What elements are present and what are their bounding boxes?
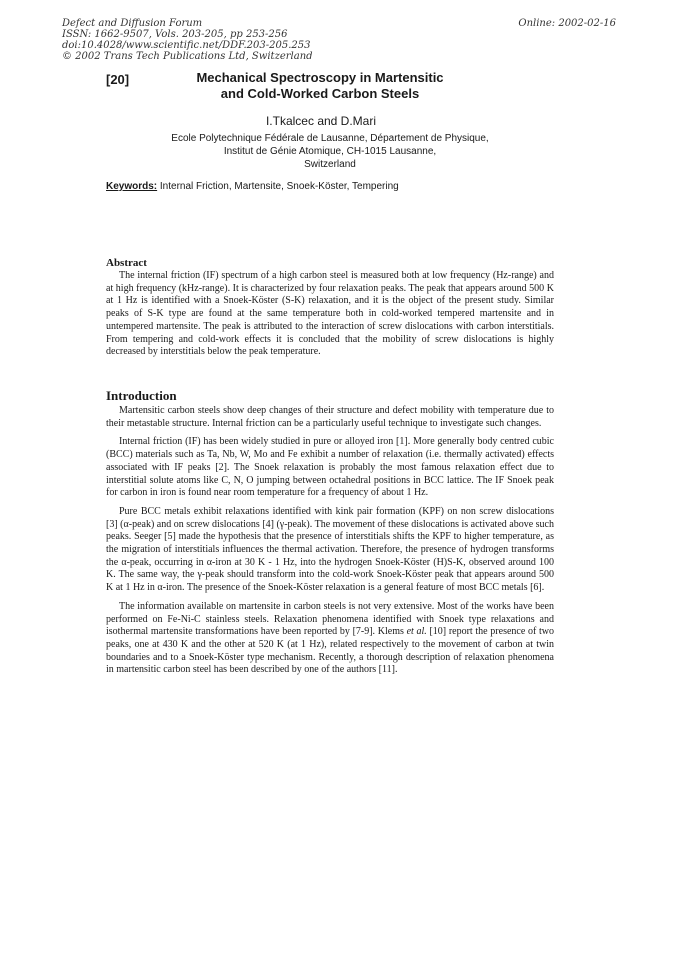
journal-citation — [62, 18, 313, 62]
abstract-heading: Abstract — [106, 257, 147, 269]
intro-paragraph-3: Pure BCC metals exhibit relaxations identified with kink pair formation (KPF) on non screw dislocations [3] (α-peak) and on screw dislocations [4] (γ-peak). The movement of these dislocations is activated above such peaks. Seeger [5] made the hypothesis that the presence of interstitials shifts the KPF to higher temperature, as the migration of interstitials influences the thermal activation. Therefore, the presence of hydrogen transforms the α-peak, occurring in α-iron at 30 K - 1 Hz, into the hydrogen Snoek-Köster (H)S-K, observed around 100 K. The same way, the γ-peak should transform into the cold-work Snoek-Köster peak that appears around 500 K at 1 Hz in α-iron. The presence of the Snoek-Köster relaxation is a general feature of most BCC metals [6]. — [106, 505, 554, 594]
intro-paragraph-2: Internal friction (IF) has been widely studied in pure or alloyed iron [1]. More generally body centred cubic (BCC) materials such as Ta, Nb, W, Mo and Fe exhibit a number of relaxation (i.e. thermally activated) effects associated with IF peaks [2]. The Snoek relaxation is probably the most famous relaxation effect due to interstitial solute atoms like C, N, O jumping between octahedral positions in BCC lattice. The IF Snoek peak for carbon in iron is found near room temperature for a frequency of about 1 Hz. — [106, 436, 554, 499]
journal-doi: doi:10.4028/www.scientific.net/DDF.203-205.253 — [62, 40, 311, 51]
journal-name: Defect and Diffusion Forum — [62, 18, 203, 29]
journal-issn: ISSN: 1662-9507, Vols. 203-205, pp 253-256 — [62, 29, 288, 40]
affiliation — [140, 132, 520, 171]
intro-p4-text-a: The information available on martensite in carbon steels is not very extensive. Most of the works have been performed on Fe-Ni-C stainless steels. Relaxation phenomena identified with Snoek type relaxations and isothermal martensite transformations have been reported by [7-9]. Klems — [106, 600, 554, 638]
introduction-section — [106, 405, 554, 683]
authors: I.Tkalcec and D.Mari — [265, 114, 377, 128]
introduction-heading: Introduction — [106, 388, 177, 403]
abstract-section — [106, 270, 554, 359]
affiliation-line-2: Institut de Génie Atomique, CH-1015 Lausanne, — [223, 146, 437, 157]
paper-number: [20] — [106, 72, 130, 87]
intro-paragraph-1: Martensitic carbon steels show deep changes of their structure and defect mobility with temperature due to their metastable structure. Internal friction can be a particularly useful technique to investigate such changes. — [106, 405, 554, 429]
paper-title — [170, 70, 470, 102]
affiliation-line-1: Ecole Polytechnique Fédérale de Lausanne, Département de Physique, — [171, 133, 489, 144]
keywords-list: Internal Friction, Martensite, Snoek-Köster, Tempering — [159, 181, 399, 192]
keywords — [106, 181, 399, 192]
online-date: Online: 2002-02-16 — [518, 18, 616, 29]
journal-copyright: © 2002 Trans Tech Publications Ltd, Switzerland — [62, 51, 313, 62]
title-line-1: Mechanical Spectroscopy in Martensitic — [196, 70, 444, 85]
title-line-2: and Cold-Worked Carbon Steels — [220, 86, 420, 101]
intro-paragraph-4 — [106, 601, 554, 677]
affiliation-line-3: Switzerland — [304, 159, 356, 170]
abstract-text: The internal friction (IF) spectrum of a high carbon steel is measured both at low frequency (Hz-range) and at high frequency (kHz-range). It is characterized by four relaxation peaks. The peak that appears around 500 K at 1 Hz is identified with a Snoek-Köster (S-K) relaxation, and it is the object of the present study. Similar peaks of S-K type are found at the same temperature both in cold-worked tempered martensite and in untempered martensite. The peak is attributed to the interaction of screw dislocations with carbon interstitials. From tempering and cold-work effects it is concluded that the mobility of screw dislocations is highly decreased by interstitials below the peak temperature. — [106, 270, 554, 358]
keywords-label: Keywords: — [106, 181, 158, 192]
intro-p4-etal: et al. — [406, 626, 427, 638]
intro-p4-text-b: [10] report the presence of two peaks, one at 430 K and the other at 520 K (at 1 Hz), related respectively to the movement of carbon at twin boundaries and to a Snoek-Köster type mechanism. Recently, a thorough description of relaxation phenomena in martensitic carbon steel has been described by one of the authors [11]. — [106, 626, 555, 676]
